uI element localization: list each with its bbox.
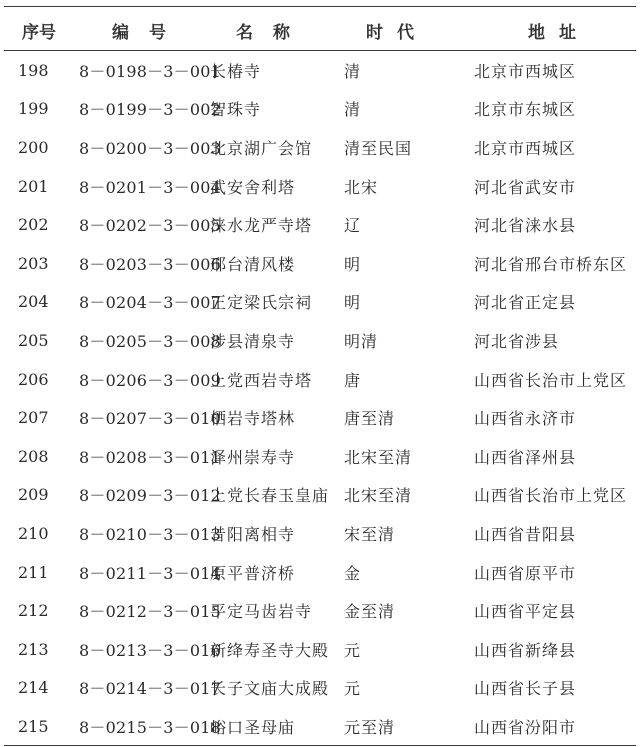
table-row: [0, 630, 640, 669]
cell-addr: 山西省泽州县: [474, 447, 577, 467]
cell-era: 元至清: [344, 717, 396, 737]
cell-era: 明清: [344, 331, 379, 351]
cell-era: 清至民国: [344, 138, 413, 158]
cell-num: 200: [18, 137, 49, 157]
cell-num: 210: [18, 523, 49, 543]
table-row: [0, 553, 640, 592]
table-row: [0, 244, 640, 283]
cell-code: 8－0206－3－009: [79, 370, 222, 390]
cell-era: 元: [344, 679, 362, 699]
cell-addr: 山西省长治市上党区: [474, 486, 628, 506]
cell-addr: 山西省永济市: [474, 409, 577, 429]
cell-num: 203: [18, 253, 49, 273]
cell-num: 213: [18, 639, 49, 659]
cell-addr: 北京市东城区: [474, 100, 577, 120]
cell-code: 8－0208－3－011: [79, 447, 222, 467]
cell-code: 8－0203－3－006: [79, 254, 222, 274]
cell-name: 上党西岩寺塔: [210, 370, 313, 390]
header-num: 序号: [22, 22, 56, 43]
cell-num: 212: [18, 601, 49, 621]
header-addr: 地址: [528, 22, 590, 43]
cell-name: 泽州崇寿寺: [210, 447, 296, 467]
cell-code: 8－0201－3－004: [79, 177, 222, 197]
table-bottom-rule: [4, 745, 636, 746]
table-row: [0, 283, 640, 322]
table-row: [0, 514, 640, 553]
table-top-rule: [4, 6, 636, 7]
cell-era: 辽: [344, 216, 362, 236]
cell-name: 原平普济桥: [210, 563, 296, 583]
table-row: [0, 205, 640, 244]
cell-num: 207: [18, 408, 49, 428]
cell-name: 上党长春玉皇庙: [210, 486, 330, 506]
cell-addr: 北京市西城区: [474, 61, 577, 81]
table-row: [0, 476, 640, 515]
cell-num: 208: [18, 446, 49, 466]
cell-num: 215: [18, 716, 49, 736]
cell-addr: 河北省涉县: [474, 331, 560, 351]
cell-addr: 山西省昔阳县: [474, 524, 577, 544]
cell-era: 北宋至清: [344, 447, 413, 467]
cell-name: 涉县清泉寺: [210, 331, 296, 351]
cell-code: 8－0214－3－017: [79, 679, 222, 699]
cell-era: 明: [344, 254, 362, 274]
cell-name: 武安舍利塔: [210, 177, 296, 197]
cell-addr: 山西省新绛县: [474, 640, 577, 660]
cell-num: 198: [18, 60, 49, 80]
cell-num: 201: [18, 176, 49, 196]
cell-num: 211: [18, 562, 49, 582]
header-code: 编号: [112, 22, 186, 43]
cell-era: 元: [344, 640, 362, 660]
cell-code: 8－0204－3－007: [79, 293, 222, 313]
cell-era: 清: [344, 100, 362, 120]
cell-code: 8－0207－3－010: [79, 409, 222, 429]
cell-era: 北宋: [344, 177, 379, 197]
cell-name: 长椿寺: [210, 61, 262, 81]
table-row: [0, 437, 640, 476]
cell-addr: 山西省平定县: [474, 602, 577, 622]
cell-addr: 北京市西城区: [474, 138, 577, 158]
table-row: [0, 707, 640, 746]
cell-code: 8－0213－3－016: [79, 640, 222, 660]
cell-addr: 河北省武安市: [474, 177, 577, 197]
cell-name: 邢台清风楼: [210, 254, 296, 274]
table-row: [0, 360, 640, 399]
cell-name: 北京湖广会馆: [210, 138, 313, 158]
cell-code: 8－0211－3－014: [79, 563, 222, 583]
cell-name: 长子文庙大成殿: [210, 679, 330, 699]
table-row: [0, 167, 640, 206]
cell-name: 涞水龙严寺塔: [210, 216, 313, 236]
table-row: [0, 669, 640, 708]
cell-num: 206: [18, 369, 49, 389]
cell-name: 栖岩寺塔林: [210, 409, 296, 429]
cell-code: 8－0210－3－013: [79, 524, 222, 544]
cell-name: 峪口圣母庙: [210, 717, 296, 737]
table-row: [0, 398, 640, 437]
cell-code: 8－0199－3－002: [79, 100, 222, 120]
cell-addr: 山西省原平市: [474, 563, 577, 583]
cell-addr: 山西省长治市上党区: [474, 370, 628, 390]
cell-num: 202: [18, 215, 49, 235]
cell-num: 214: [18, 678, 49, 698]
cell-addr: 山西省汾阳市: [474, 717, 577, 737]
table-row: [0, 321, 640, 360]
cell-code: 8－0200－3－003: [79, 138, 222, 158]
cell-num: 199: [18, 99, 49, 119]
cell-name: 昔阳离相寺: [210, 524, 296, 544]
cell-era: 宋至清: [344, 524, 396, 544]
cell-era: 明: [344, 293, 362, 313]
cell-num: 204: [18, 292, 49, 312]
table-row: [0, 591, 640, 630]
cell-addr: 河北省邢台市桥东区: [474, 254, 628, 274]
cell-code: 8－0198－3－001: [79, 61, 222, 81]
cell-era: 唐: [344, 370, 362, 390]
cell-num: 205: [18, 330, 49, 350]
cell-era: 金: [344, 563, 362, 583]
cell-code: 8－0209－3－012: [79, 486, 222, 506]
cell-addr: 山西省长子县: [474, 679, 577, 699]
header-era: 时代: [366, 22, 428, 43]
table-row: [0, 51, 640, 90]
cell-era: 北宋至清: [344, 486, 413, 506]
cell-code: 8－0215－3－018: [79, 717, 222, 737]
cell-addr: 河北省正定县: [474, 293, 577, 313]
cell-num: 209: [18, 485, 49, 505]
table-header: [0, 11, 640, 50]
cell-name: 平定马齿岩寺: [210, 602, 313, 622]
table-row: [0, 90, 640, 129]
cell-name: 智珠寺: [210, 100, 262, 120]
header-name: 名称: [236, 22, 310, 43]
table-row: [0, 128, 640, 167]
cell-code: 8－0212－3－015: [79, 602, 222, 622]
cell-code: 8－0205－3－008: [79, 331, 222, 351]
cell-era: 唐至清: [344, 409, 396, 429]
cell-era: 金至清: [344, 602, 396, 622]
cell-era: 清: [344, 61, 362, 81]
cell-name: 新绛寿圣寺大殿: [210, 640, 330, 660]
cell-name: 正定梁氏宗祠: [210, 293, 313, 313]
cell-addr: 河北省涞水县: [474, 216, 577, 236]
cell-code: 8－0202－3－005: [79, 216, 222, 236]
